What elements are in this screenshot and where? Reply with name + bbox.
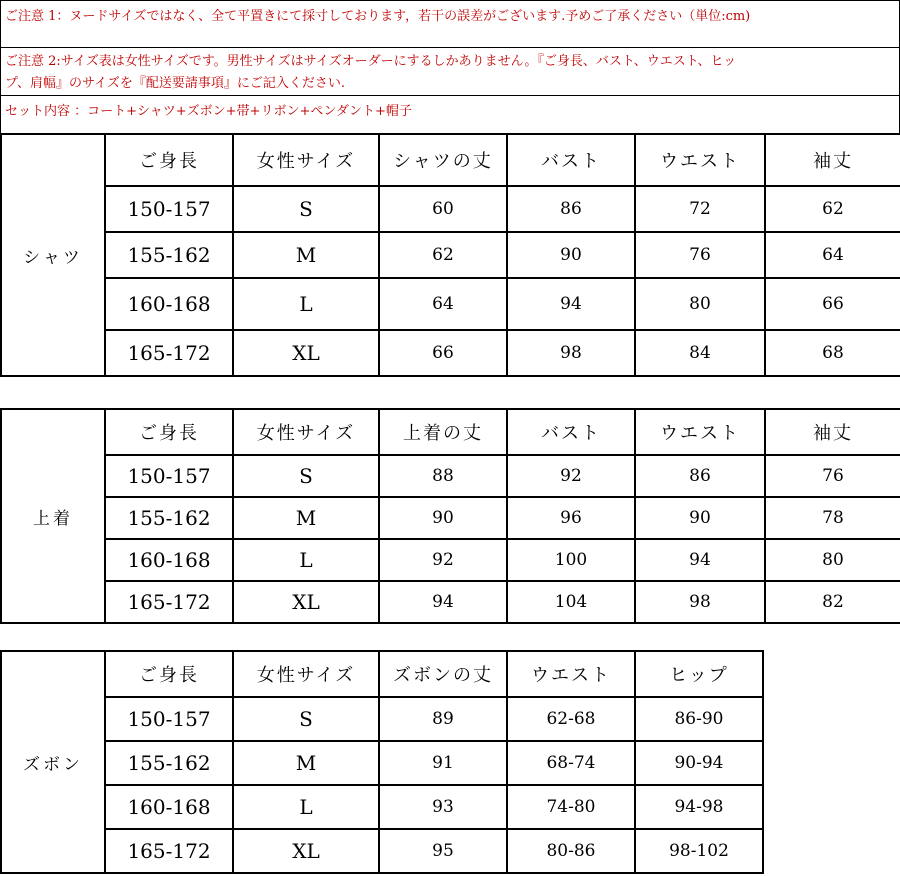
table-row xyxy=(1,278,900,330)
cell-size: M xyxy=(233,497,379,539)
header-length: シャツの丈 xyxy=(379,134,507,186)
cell-sleeve: 68 xyxy=(765,330,900,376)
cell-length: 94 xyxy=(379,581,507,623)
cell-length: 64 xyxy=(379,278,507,330)
cell-waist: 94 xyxy=(635,539,765,581)
cell-size: XL xyxy=(233,829,379,873)
cell-height: 165-172 xyxy=(105,581,233,623)
cell-waist: 68-74 xyxy=(507,741,635,785)
section-label: ズボン xyxy=(1,651,105,873)
section-label: シャツ xyxy=(1,134,105,376)
header-bust: バスト xyxy=(507,409,635,455)
notes-box xyxy=(0,0,900,135)
note-3-set-contents: セット内容 ：コート+シャツ+ズボン+帯+リボン+ペンダント+帽子 xyxy=(5,104,412,119)
cell-size: S xyxy=(233,697,379,741)
shirt-size-table xyxy=(0,133,900,377)
cell-sleeve: 64 xyxy=(765,232,900,278)
header-sleeve: 袖丈 xyxy=(765,134,900,186)
header-size: 女性サイズ xyxy=(233,134,379,186)
cell-bust: 104 xyxy=(507,581,635,623)
cell-waist: 98 xyxy=(635,581,765,623)
cell-sleeve: 80 xyxy=(765,539,900,581)
cell-length: 88 xyxy=(379,455,507,497)
cell-sleeve: 62 xyxy=(765,186,900,232)
cell-waist: 76 xyxy=(635,232,765,278)
cell-height: 160-168 xyxy=(105,539,233,581)
header-length: 上着の丈 xyxy=(379,409,507,455)
cell-sleeve: 78 xyxy=(765,497,900,539)
note-2-line-2: プ、肩幅』のサイズを『配送要請事項』にご記入ください. xyxy=(5,76,346,91)
table-row xyxy=(1,581,900,623)
cell-height: 165-172 xyxy=(105,829,233,873)
cell-height: 150-157 xyxy=(105,697,233,741)
section-label: 上着 xyxy=(1,409,105,623)
header-size: 女性サイズ xyxy=(233,651,379,697)
cell-size: XL xyxy=(233,330,379,376)
cell-length: 93 xyxy=(379,785,507,829)
cell-height: 150-157 xyxy=(105,186,233,232)
cell-size: L xyxy=(233,278,379,330)
cell-length: 66 xyxy=(379,330,507,376)
cell-size: M xyxy=(233,741,379,785)
cell-bust: 98 xyxy=(507,330,635,376)
cell-size: L xyxy=(233,785,379,829)
cell-bust: 96 xyxy=(507,497,635,539)
cell-waist: 80 xyxy=(635,278,765,330)
cell-hip: 90-94 xyxy=(635,741,763,785)
table-row xyxy=(1,539,900,581)
pants-size-table xyxy=(0,650,764,874)
cell-hip: 94-98 xyxy=(635,785,763,829)
cell-length: 90 xyxy=(379,497,507,539)
cell-height: 165-172 xyxy=(105,330,233,376)
table-row xyxy=(1,330,900,376)
cell-size: XL xyxy=(233,581,379,623)
cell-size: L xyxy=(233,539,379,581)
cell-height: 160-168 xyxy=(105,785,233,829)
note-2-line-1: ご注意 2:サイズ表は女性サイズです。男性サイズはサイズオーダーにするしかありません。『ご身長、バスト、ウエスト、ヒッ xyxy=(5,54,737,69)
header-size: 女性サイズ xyxy=(233,409,379,455)
table-row xyxy=(1,232,900,278)
cell-hip: 86-90 xyxy=(635,697,763,741)
cell-waist: 72 xyxy=(635,186,765,232)
table-row xyxy=(1,785,763,829)
header-waist: ウエスト xyxy=(507,651,635,697)
cell-size: S xyxy=(233,186,379,232)
note-2 xyxy=(1,48,899,96)
table-row xyxy=(1,186,900,232)
table-header-row xyxy=(1,651,763,697)
cell-sleeve: 76 xyxy=(765,455,900,497)
cell-sleeve: 66 xyxy=(765,278,900,330)
cell-waist: 84 xyxy=(635,330,765,376)
cell-bust: 90 xyxy=(507,232,635,278)
cell-height: 155-162 xyxy=(105,741,233,785)
cell-height: 160-168 xyxy=(105,278,233,330)
header-waist: ウエスト xyxy=(635,134,765,186)
cell-size: M xyxy=(233,232,379,278)
header-height: ご身長 xyxy=(105,409,233,455)
cell-length: 95 xyxy=(379,829,507,873)
cell-length: 89 xyxy=(379,697,507,741)
cell-height: 155-162 xyxy=(105,232,233,278)
header-height: ご身長 xyxy=(105,651,233,697)
header-length: ズボンの丈 xyxy=(379,651,507,697)
cell-height: 150-157 xyxy=(105,455,233,497)
header-bust: バスト xyxy=(507,134,635,186)
cell-height: 155-162 xyxy=(105,497,233,539)
table-header-row xyxy=(1,409,900,455)
cell-bust: 92 xyxy=(507,455,635,497)
header-waist: ウエスト xyxy=(635,409,765,455)
cell-bust: 86 xyxy=(507,186,635,232)
table-row xyxy=(1,829,763,873)
cell-bust: 100 xyxy=(507,539,635,581)
table-row xyxy=(1,455,900,497)
header-hip: ヒップ xyxy=(635,651,763,697)
header-height: ご身長 xyxy=(105,134,233,186)
cell-waist: 62-68 xyxy=(507,697,635,741)
cell-hip: 98-102 xyxy=(635,829,763,873)
cell-sleeve: 82 xyxy=(765,581,900,623)
cell-waist: 90 xyxy=(635,497,765,539)
cell-bust: 94 xyxy=(507,278,635,330)
note-1: ご注意 1：ヌードサイズではなく、全て平置きにて採寸しております，若干の誤差がございます.予めご了承ください（単位:cm) xyxy=(1,1,899,48)
cell-length: 92 xyxy=(379,539,507,581)
cell-waist: 80-86 xyxy=(507,829,635,873)
cell-size: S xyxy=(233,455,379,497)
table-row xyxy=(1,697,763,741)
header-sleeve: 袖丈 xyxy=(765,409,900,455)
table-row xyxy=(1,741,763,785)
cell-waist: 74-80 xyxy=(507,785,635,829)
cell-waist: 86 xyxy=(635,455,765,497)
cell-length: 91 xyxy=(379,741,507,785)
cell-length: 60 xyxy=(379,186,507,232)
cell-length: 62 xyxy=(379,232,507,278)
table-header-row xyxy=(1,134,900,186)
table-row xyxy=(1,497,900,539)
jacket-size-table xyxy=(0,408,900,624)
